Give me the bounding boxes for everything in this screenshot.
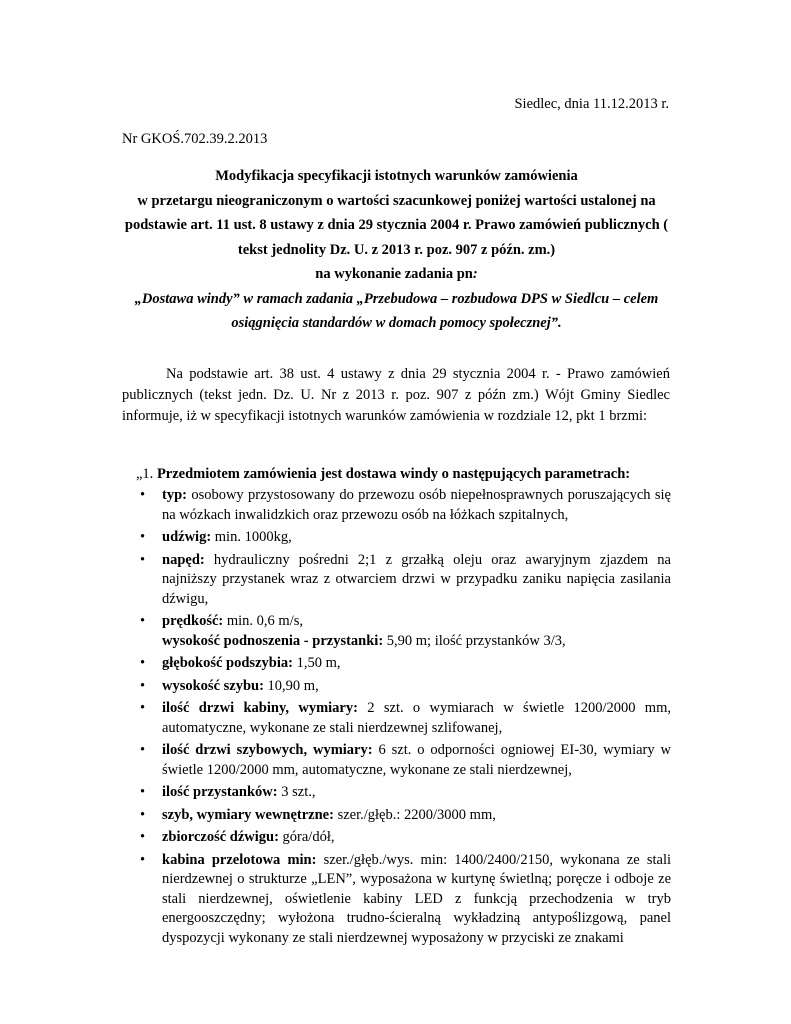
document-title <box>120 164 673 336</box>
title-line-1: Modyfikacja specyfikacji istotnych warunków zamówienia <box>215 168 578 184</box>
bullet-icon: • <box>140 655 146 671</box>
bullet-icon: • <box>140 529 146 545</box>
item-text: 1,50 m, <box>292 655 341 671</box>
item-label: głębokość podszybia: <box>162 655 293 671</box>
item-text: 6 szt. o odporności ogniowej EI-30, wymiary w świetle 1200/2000 mm, automatyczne, wykonane ze stali nierdzewnej, <box>162 742 671 778</box>
item-text: hydrauliczny pośredni 2;1 z grzałką oleju oraz awaryjnym zjazdem na najniższy przystanek wraz z otwarciem drzwi w przypadku zaniku napięcia zasilania dźwigu, <box>162 551 671 607</box>
title-line-4: „Dostawa windy” w ramach zadania „Przebudowa – rozbudowa DPS w Siedlcu – celem osiągnięcia standardów w domach pomocy społecznej”. <box>134 290 659 331</box>
item-label: zbiorczość dźwigu: <box>162 829 279 845</box>
intro-paragraph: Na podstawie art. 38 ust. 4 ustawy z dnia 29 stycznia 2004 r. - Prawo zamówień publicznych (tekst jedn. Dz. U. Nr z 2013 r. poz. 907 z późn zm.) Wójt Gminy Siedlec informuje, iż w specyfikacji istotnych warunków zamówienia w rozdziale 12, pkt 1 brzmi: <box>122 366 670 424</box>
item-label: ilość przystanków: <box>162 784 278 800</box>
list-item <box>140 806 671 826</box>
list-item <box>140 699 671 738</box>
bullet-icon: • <box>140 829 146 845</box>
item-text: 2 szt. o wymiarach w świetle 1200/2000 mm, automatyczne, wykonane ze stali nierdzewnej szlifowanej, <box>162 700 671 736</box>
bullet-icon: • <box>140 700 146 716</box>
document-date: Siedlec, dnia 11.12.2013 r. <box>514 96 669 112</box>
item-label: ilość drzwi szybowych, wymiary: <box>162 742 373 758</box>
bullet-icon: • <box>140 613 146 629</box>
title-line-2: w przetargu nieograniczonym o wartości szacunkowej poniżej wartości ustalonej na podstawie art. 11 ust. 8 ustawy z dnia 29 stycznia 2004 r. Prawo zamówień publicznych ( tekst jednolity Dz. U. z 2013 r. poz. 907 z późn. zm.) <box>124 192 669 258</box>
item-label: wysokość podnoszenia - przystanki: <box>162 632 384 649</box>
item-text: min. 0,6 m/s, <box>223 613 303 629</box>
document-number: Nr GKOŚ.702.39.2.2013 <box>122 131 268 147</box>
item-label: wysokość szybu: <box>162 677 264 694</box>
item-label: prędkość: <box>162 613 224 629</box>
list-item <box>140 677 671 697</box>
bullet-icon: • <box>140 806 146 823</box>
title-line-3 <box>120 262 673 287</box>
bullet-icon: • <box>140 851 146 868</box>
item-text: 10,90 m, <box>263 677 319 694</box>
title-line-3-text: na wykonanie zadania pn <box>315 266 473 282</box>
list-item <box>140 612 671 632</box>
item-text: szer./głęb./wys. min: 1400/2400/2150, wykonana ze stali nierdzewnej o strukturze „LEN”, wyposażona w kurtynę świetlną; poręcze i odboje ze stali nierdzewnej, oświetlenie kabiny LED z funkcją przechodzenia w tryb energooszczędny; wyłożona trudno-ścieralną wykładziną antypoślizgową, panel dyspozycji wykonany ze stali nierdzewnej wyposażony w przyciski ze znakami <box>162 851 671 946</box>
list-item <box>140 851 671 949</box>
bullet-icon: • <box>140 551 146 568</box>
parameters-list <box>140 486 671 951</box>
list-heading-text: Przedmiotem zamówienia jest dostawa windy o następujących parametrach: <box>156 466 631 482</box>
list-item <box>140 632 671 652</box>
item-text: 3 szt., <box>277 784 316 800</box>
bullet-icon: • <box>140 677 146 694</box>
title-line-3-colon: : <box>472 266 478 282</box>
bullet-icon: • <box>140 742 146 758</box>
item-text: góra/dół, <box>278 829 335 845</box>
item-text: 5,90 m; ilość przystanków 3/3, <box>383 632 566 649</box>
item-label: udźwig: <box>162 529 212 545</box>
list-item <box>140 828 671 848</box>
item-label: szyb, wymiary wewnętrzne: <box>162 806 334 823</box>
item-label: napęd: <box>162 551 205 568</box>
item-label: kabina przelotowa min: <box>162 851 317 868</box>
item-text: osobowy przystosowany do przewozu osób niepełnosprawnych poruszających się na wózkach inwalidzkich oraz przewozu osób na łóżkach szpitalnych, <box>162 487 671 523</box>
bullet-icon: • <box>140 784 146 800</box>
item-text: szer./głęb.: 2200/3000 mm, <box>333 806 496 823</box>
list-item <box>140 486 671 525</box>
list-item <box>140 551 671 610</box>
list-item <box>140 528 671 548</box>
list-item <box>140 741 671 780</box>
item-label: ilość drzwi kabiny, wymiary: <box>162 700 358 716</box>
list-heading-prefix: „1. <box>136 466 157 482</box>
item-text: min. 1000kg, <box>211 529 292 545</box>
bullet-icon: • <box>140 487 146 503</box>
list-heading <box>136 466 630 483</box>
list-item <box>140 783 671 803</box>
list-item <box>140 654 671 674</box>
item-label: typ: <box>162 487 187 503</box>
